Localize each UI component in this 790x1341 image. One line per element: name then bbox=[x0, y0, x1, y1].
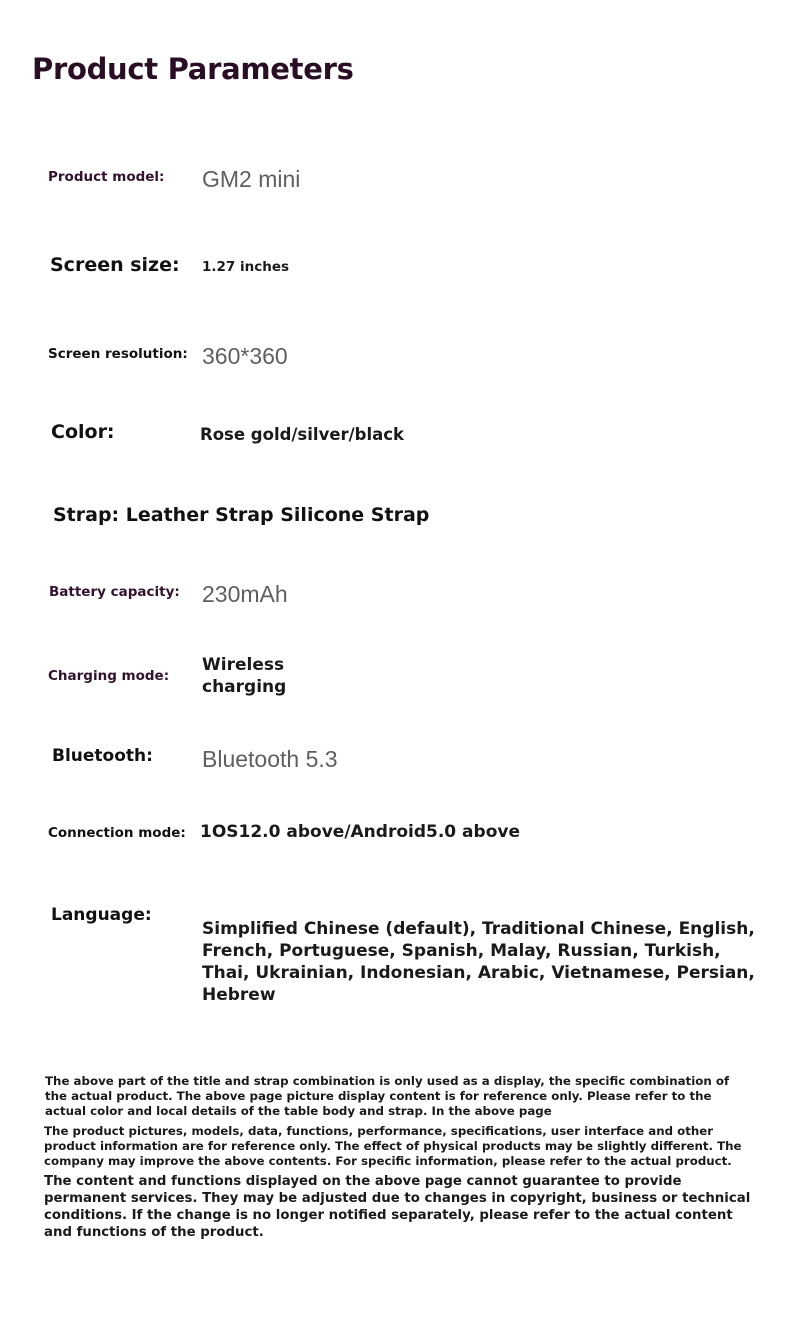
disclaimer-note-1: The above part of the title and strap combination is only used as a display, the specific combination of the actual product. The above page picture display content is for reference only. Please refer to the actual color and local details of the table body and strap. In the above page bbox=[45, 1074, 730, 1118]
language-label: Language: bbox=[51, 905, 152, 925]
product-model-value: GM2 mini bbox=[202, 166, 301, 192]
charging-mode-value bbox=[202, 654, 286, 698]
color-value: Rose gold/silver/black bbox=[200, 425, 405, 444]
product-model-label: Product model: bbox=[48, 169, 165, 185]
disclaimer-note-3: The content and functions displayed on the above page cannot guarantee to provide permanent services. They may be adjusted due to changes in copyright, business or technical conditions. If the change is no longer notified separately, please refer to the actual content and functions of the product. bbox=[44, 1174, 751, 1240]
bluetooth-label: Bluetooth: bbox=[52, 746, 153, 766]
strap-spec: Strap: Leather Strap Silicone Strap bbox=[53, 504, 430, 526]
language-value: Simplified Chinese (default), Traditional Chinese, English, French, Portuguese, Spanish, Malay, Russian, Turkish, Thai, Ukrainian, Indonesian, Arabic, Vietnamese, Persian, Hebrew bbox=[202, 919, 755, 1005]
battery-capacity-label: Battery capacity: bbox=[49, 584, 180, 600]
charging-mode-value-line2: charging bbox=[202, 677, 287, 697]
charging-mode-label: Charging mode: bbox=[48, 668, 170, 684]
battery-capacity-value: 230mAh bbox=[202, 581, 288, 607]
screen-size-label: Screen size: bbox=[50, 254, 180, 276]
bluetooth-value: Bluetooth 5.3 bbox=[202, 746, 338, 772]
disclaimer-note-2: The product pictures, models, data, functions, performance, specifications, user interface and other product information are for reference only. The effect of physical products may be slightly different. The company may improve the above contents. For specific information, please refer to the actual product. bbox=[44, 1124, 742, 1168]
screen-resolution-value: 360*360 bbox=[202, 343, 288, 369]
screen-size-value: 1.27 inches bbox=[202, 259, 290, 275]
page-title: Product Parameters bbox=[32, 52, 354, 86]
charging-mode-value-line1: Wireless bbox=[202, 655, 285, 675]
connection-mode-label: Connection mode: bbox=[48, 825, 186, 841]
screen-resolution-label: Screen resolution: bbox=[48, 346, 188, 362]
color-label: Color: bbox=[51, 421, 115, 443]
connection-mode-value: 1OS12.0 above/Android5.0 above bbox=[200, 822, 520, 842]
